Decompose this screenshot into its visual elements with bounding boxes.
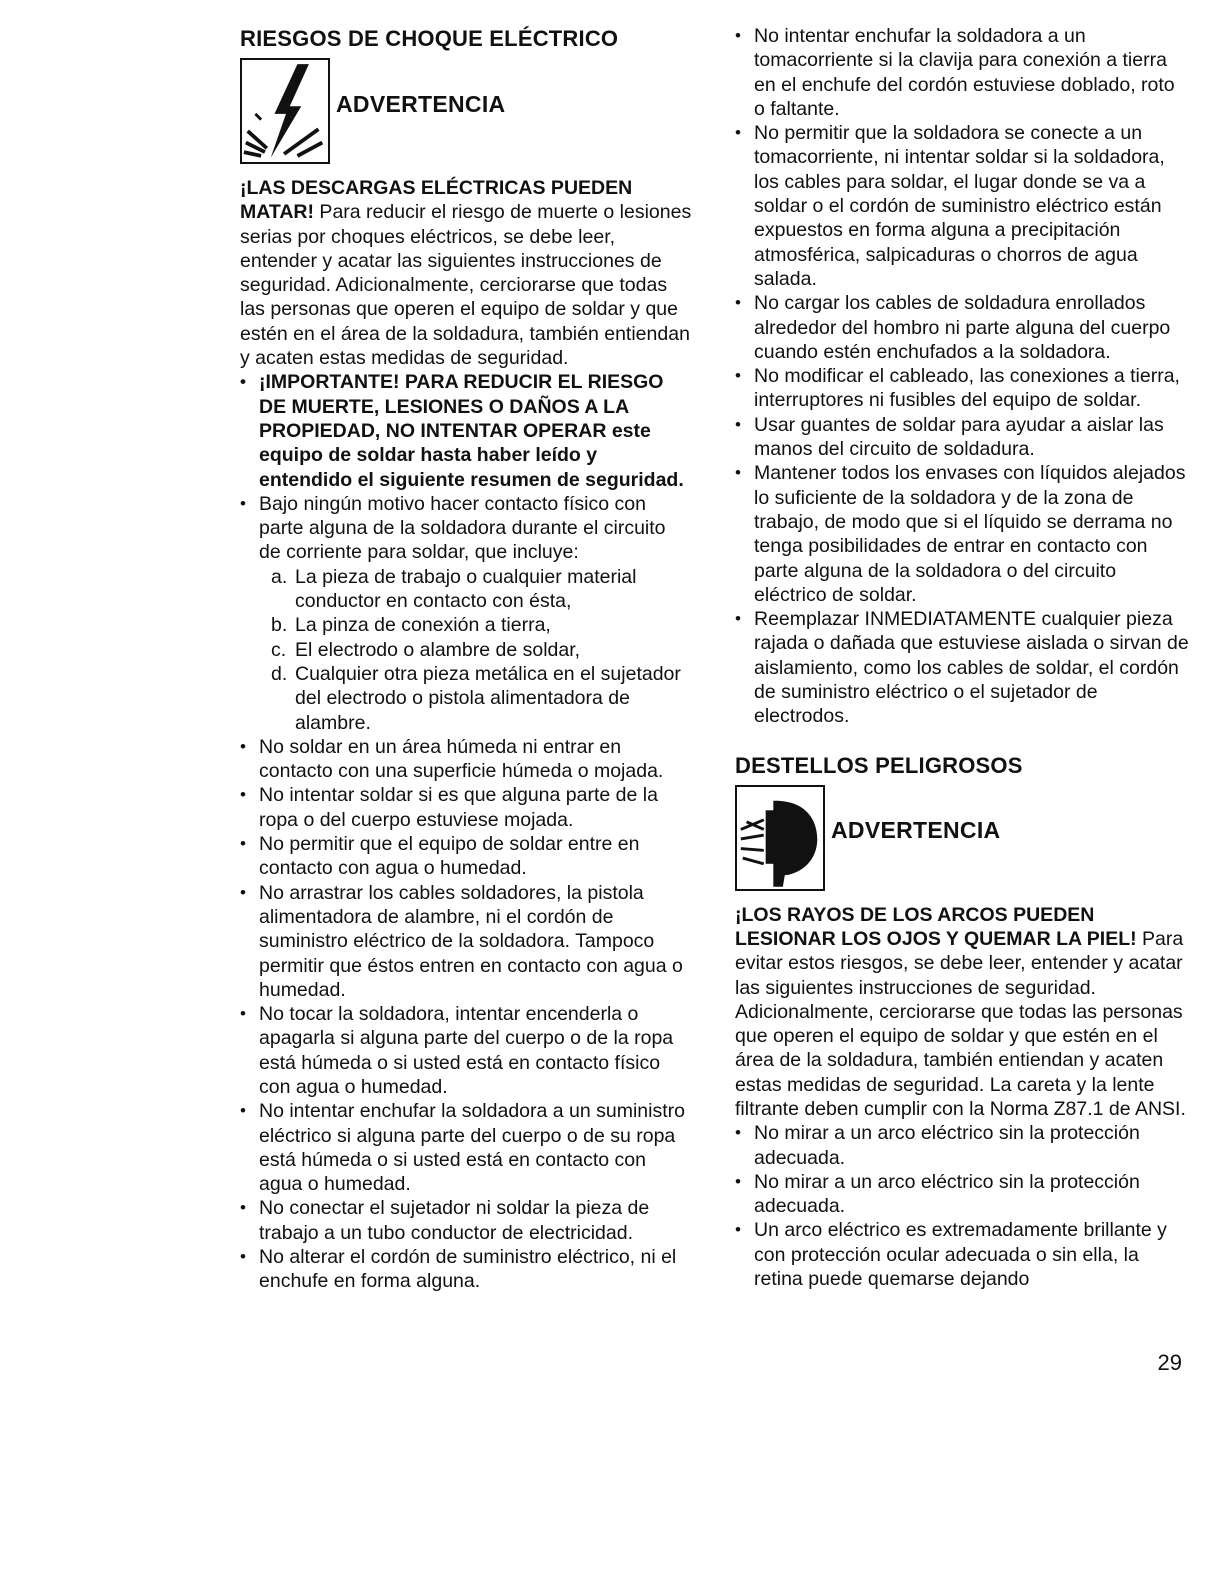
list-item: • No intentar enchufar la soldadora a un tomacorriente si la clavija para conexión a tierra en el enchufe del cordón estuviese doblado, roto o faltante.: [735, 24, 1190, 121]
electric-lead-bold: ¡LAS DESCARGAS ELÉCTRICAS PUEDEN MATAR!: [240, 177, 633, 224]
sub-item: [271, 565, 692, 614]
warning-label: ADVERTENCIA: [831, 817, 1001, 844]
electric-list-right: [735, 24, 1190, 729]
important-item: • ¡IMPORTANTE! PARA REDUCIR EL RIESGO DE MUERTE, LESIONES O DAÑOS A LA PROPIEDAD, NO INTENTAR OPERAR este equipo de soldar hasta haber leído y entendido el siguiente resumen de seguridad.: [240, 370, 692, 491]
list-item: • No tocar la soldadora, intentar encenderla o apagarla si alguna parte del cuerpo o de la ropa está húmeda o si usted está en contacto físico con agua o humedad.: [240, 1002, 692, 1099]
page-number: 29: [1157, 1350, 1182, 1375]
warning-banner-electric: [240, 58, 692, 164]
welding-helmet-icon: [735, 785, 825, 891]
sub-item-text: La pinza de conexión a tierra,: [295, 614, 551, 637]
electric-lead-text: Para reducir el riesgo de muerte o lesiones serias por choques eléctricos, se debe leer, entender y acatar las siguientes instrucciones de seguridad. Adicionalmente, cerciorarse que todas las personas que operen el equipo de soldar y que estén en el área de la soldadura, también entiendan y acaten estas medidas de seguridad.: [240, 201, 692, 370]
flash-intro-paragraph: [735, 903, 1190, 1122]
sub-item: [271, 638, 692, 662]
flash-lead-bold: ¡LOS RAYOS DE LOS ARCOS PUEDEN LESIONAR LOS OJOS Y QUEMAR LA PIEL!: [735, 903, 1137, 950]
list-item: • No alterar el cordón de suministro eléctrico, ni el enchufe en forma alguna.: [240, 1245, 692, 1294]
list-item: • Mantener todos los envases con líquidos alejados lo suficiente de la soldadora y de la zona de trabajo, de modo que si el líquido se derrama no tenga posibilidades de entrar en contacto con parte alguna de la soldadora o del circuito eléctrico de soldar.: [735, 461, 1190, 607]
list-item: • No conectar el sujetador ni soldar la pieza de trabajo a un tubo conductor de electricidad.: [240, 1196, 692, 1245]
list-item: • No intentar enchufar la soldadora a un suministro eléctrico si alguna parte del cuerpo o de su ropa está húmeda o si usted está en contacto con agua o humedad.: [240, 1099, 692, 1196]
flash-lead-text: Para evitar estos riesgos, se debe leer, entender y acatar las siguientes instrucciones de seguridad. Adicionalmente, cerciorarse que todas las personas que operen el equipo de soldar y que estén en el área de la soldadura, también entiendan y acaten estas medidas de seguridad. La careta y la lente filtrante deben cumplir con la Norma Z87.1 de ANSI.: [735, 927, 1186, 1120]
list-item: • No mirar a un arco eléctrico sin la protección adecuada.: [735, 1170, 1190, 1219]
left-column: [240, 24, 692, 1294]
flash-list: [735, 1121, 1190, 1291]
sub-item: [271, 613, 692, 637]
sub-item-letter: c.: [271, 638, 287, 661]
electric-shock-icon: [240, 58, 330, 164]
electric-intro-paragraph: [240, 176, 692, 370]
list-item: • No modificar el cableado, las conexiones a tierra, interruptores ni fusibles del equipo de soldar.: [735, 364, 1190, 413]
sub-item-text: Cualquier otra pieza metálica en el sujetador del electrodo o pistola alimentadora de alambre.: [295, 662, 681, 734]
list-item: • Un arco eléctrico es extremadamente brillante y con protección ocular adecuada o sin ella, la retina puede quemarse dejando: [735, 1218, 1190, 1291]
sub-item-letter: a.: [271, 565, 288, 588]
contact-item-text: Bajo ningún motivo hacer contacto físico con parte alguna de la soldadora durante el circuito de corriente para soldar, que incluye:: [259, 492, 666, 564]
list-item: • No arrastrar los cables soldadores, la pistola alimentadora de alambre, ni el cordón de suministro eléctrico de la soldadora. Tampoco permitir que éstos entren en contacto con agua o humedad.: [240, 881, 692, 1002]
list-item: [240, 492, 692, 735]
list-item: • No mirar a un arco eléctrico sin la protección adecuada.: [735, 1121, 1190, 1170]
right-column: [735, 24, 1190, 1291]
sub-item-text: La pieza de trabajo o cualquier material conductor en contacto con ésta,: [295, 565, 637, 613]
section-heading-electric-shock: RIESGOS DE CHOQUE ELÉCTRICO: [240, 26, 619, 51]
warning-banner-flash: [735, 785, 1190, 891]
list-item: • Usar guantes de soldar para ayudar a aislar las manos del circuito de soldadura.: [735, 413, 1190, 462]
sub-item: [271, 662, 692, 735]
list-item: • Reemplazar INMEDIATAMENTE cualquier pieza rajada o dañada que estuviese aislada o sirvan de aislamiento, como los cables de soldar, el cordón de suministro eléctrico o el sujetador de electrodos.: [735, 607, 1190, 728]
list-item: • No soldar en un área húmeda ni entrar en contacto con una superficie húmeda o mojada.: [240, 735, 692, 784]
list-item: • No cargar los cables de soldadura enrollados alrededor del hombro ni parte alguna del cuerpo cuando estén enchufados a la soldadora.: [735, 291, 1190, 364]
sub-item-text: El electrodo o alambre de soldar,: [295, 638, 581, 661]
list-item: • No intentar soldar si es que alguna parte de la ropa o del cuerpo estuviese mojada.: [240, 783, 692, 832]
electric-list-left: [240, 370, 692, 1293]
sub-item-letter: b.: [271, 614, 288, 637]
list-item: • No permitir que la soldadora se conecte a un tomacorriente, ni intentar soldar si la soldadora, los cables para soldar, el lugar donde se va a soldar o el cordón de suministro eléctrico están expuestos en forma alguna a precipitación atmosférica, salpicaduras o chorros de agua salada.: [735, 121, 1190, 291]
list-item: • No permitir que el equipo de soldar entre en contacto con agua o humedad.: [240, 832, 692, 881]
sub-list: [259, 565, 692, 735]
warning-label: ADVERTENCIA: [336, 90, 506, 117]
section-heading-flash: DESTELLOS PELIGROSOS: [735, 752, 1023, 778]
sub-item-letter: d.: [271, 662, 288, 685]
